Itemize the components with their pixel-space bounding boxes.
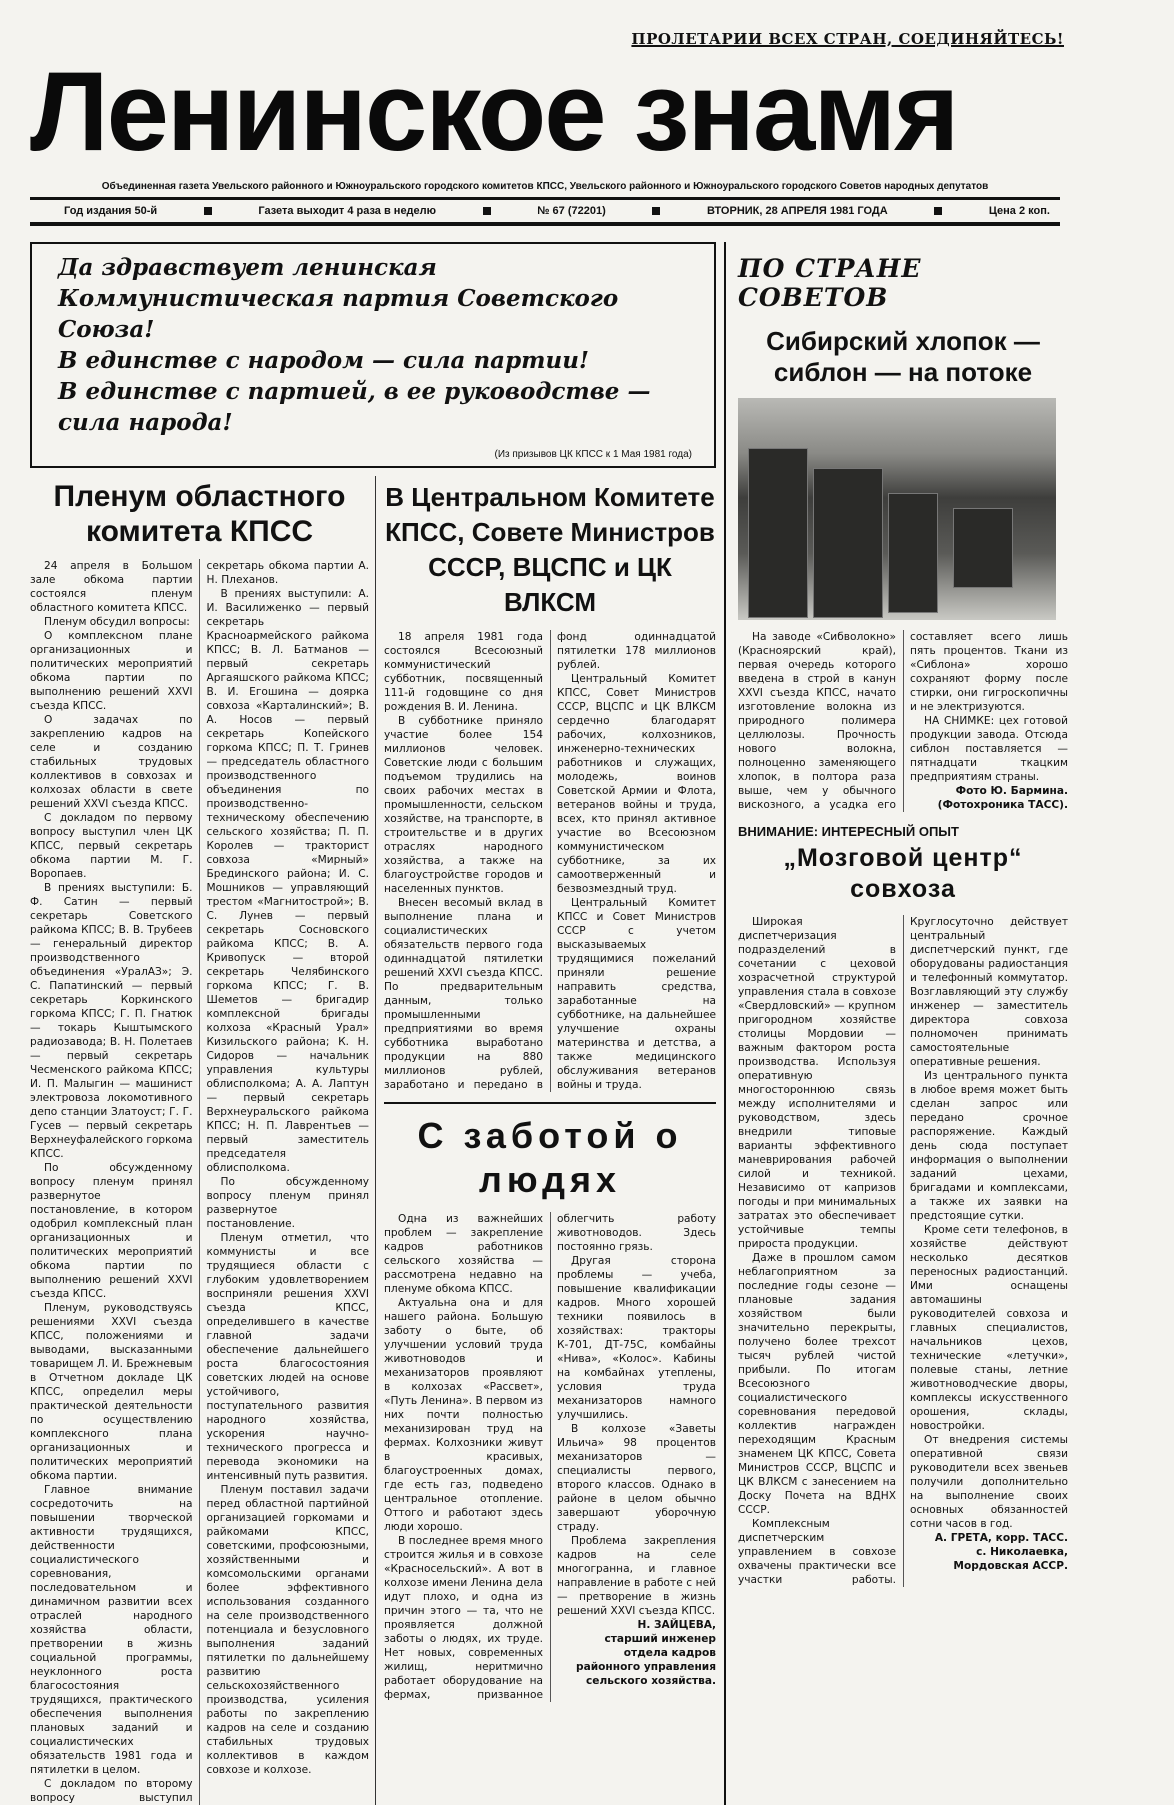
paragraph: Актуальна она и для нашего района. Большую заботу о быте, об улучшении условий труда животноводов и механизаторов проявляют в колхозах «Рассвет», «Путь Ленина». В первом из них почти полностью механизирован труд на фермах. Колхозники живут в красивых, благоустроенных домах, где есть газ, подведено центральное отопление. Оттого и работают здесь люди хорошо. [384,1297,543,1533]
paragraph: На заводе «Сибволокно» (Красноярский край), первая очередь которого введена в строй в канун XXVI съезда КПСС, начато изготовление волокна из природного полимера целлюлозы. Прочность нового волокна, полноценно заменяющего хлопок, в полтора раза выше, чем у обычного вискозного, а усадка его составляет всего лишь пять процентов. Ткани из «Сиблона» хорошо сохраняют форму после стирки, они гигроскопичны и не электризуются. [738,631,1068,811]
paragraph: Другая сторона проблемы — учеба, повышение квалификации кадров. Много хорошей техники появилось в хозяйствах: тракторы К-701, ДТ-75С, комбайны «Нива», «Колос». Кабины на комбайнах утеплены, условия труда механизаторов намного улучшились. [557,1255,716,1421]
square-icon [483,207,491,215]
paragraph: Кроме сети телефонов, в хозяйстве действуют несколько десятков переносных радиостанций. Ими оснащены автомашины руководителей совхоза и главных специалистов, начальников цехов, технические «летучки», полевые станы, летние животноводческие дворы, комплексы искусственного орошения, склады, новостройки. [910,1224,1068,1432]
paragraph: В последнее время много строится жилья и в совхозе «Красносельский». А вот в колхозе имени Ленина дела идут плохо, и одна из причин этого — та, что не проявляется должной заботы о людях, их труде. Нет новых, современных жилищ, неритмично работает оборудование на фермах, призванное облегчить работу животноводов. Здесь постоянно грязь. [384,1213,716,1701]
lower-section [30,476,716,1805]
paragraph: 24 апреля в Большом зале обкома партии состоялся пленум областного комитета КПСС. [30,560,193,614]
right-column [724,242,1068,1805]
issue-info-bar [30,200,1060,222]
paragraph: С докладом по первому вопросу выступил член ЦК КПСС, первый секретарь обкома партии М. Г. Воропаев. [30,812,193,880]
square-icon [934,207,942,215]
masthead-motto: ПРОЛЕТАРИИ ВСЕХ СТРАН, СОЕДИНЯЙТЕСЬ! [631,30,1064,48]
newspaper-title: Ленинское знамя [30,49,958,174]
paragraph: Центральный Комитет КПСС и Совет Министров СССР с учетом высказываемых трудящимися пожеланий приняли решение направить средства, заработанные на субботнике, на дальнейшее улучшение охраны материнства и детства, а также медицинского обслуживания ветеранов войны и труда. [557,897,716,1091]
page-body [30,242,1144,1805]
central-committee-title: В Центральном Комитете КПСС, Совете Министров СССР, ВЦСПС и ЦК ВЛКСМ [385,482,715,617]
divider [384,1102,716,1104]
siblon-title: Сибирский хлопок — сиблон — на потоке [766,326,1040,387]
slogan-line: В единстве с народом — сила партии! [58,347,590,374]
left-section [30,242,716,1805]
paragraph: Пленум обсудил вопросы: [44,616,190,628]
paragraph: Проблема закрепления кадров на селе многогранна, и главное направление в работе с ней — претворение в жизнь решений XXVI съезда КПСС. [557,1535,716,1617]
paragraph: Внесен весомый вклад в выполнение плана и социалистических обязательств первого года одиннадцатой пятилетки решений XXVI съезда КПСС. По предварительным данным, только промышленными предприятиями во время субботника выработано продукции на 880 миллионов рублей, заработано и передано в фонд одиннадцатой пятилетки 178 миллионов рублей. [384,631,716,1091]
paragraph: Пленум отметил, что коммунисты и все трудящиеся области с глубоким удовлетворением восприняли решения XXVI съезда КПСС, определившего в качестве главной задачи обеспечение дальнейшего роста благосостояния советских людей на основе устойчивого, поступательного развития народного хозяйства, ускорения научно-технического прогресса и перевода экономики на интенсивный путь развития. [206,1232,369,1482]
section-rubric: ВНИМАНИЕ: ИНТЕРЕСНЫЙ ОПЫТ [738,824,959,839]
slogan-source: (Из призывов ЦК КПСС к 1 Мая 1981 года) [494,449,692,460]
paragraph: О задачах по закреплению кадров на селе и созданию стабильных трудовых коллективов в совхозах и колхозах области в свете решений XXVI съезда КПСС. [30,714,193,810]
care-title: С заботой о людях [417,1115,683,1200]
paragraph: В прениях выступили: А. И. Василиженко — первый секретарь Красноармейского райкома КПСС; В. Л. Батманов — первый секретарь Аргаяшского райкома КПСС; В. И. Егошина — доярка совхоза «Карталинский»; В. А. Носов — первый секретарь Копейского горкома КПСС; П. Т. Гринев — председатель областного производственного объединения по производственно-техническому обеспечению сельского хозяйства; П. П. Королев — тракторист совхоза «Мирный» Брединского района; И. С. Мошников — управляющий трестом «Магнитострой»; В. С. Лунев — первый секретарь Сосновского райкома КПСС; В. А. Кривопуск — второй секретарь Челябинского горкома КПСС; Г. В. Шеметов — бригадир комплексной бригады колхоза «Красный Урал» Кизильского района; К. Н. Сидоров — начальник управления культуры облисполкома; А. А. Лаптун — первый секретарь Верхнеуральского райкома КПСС; Н. П. Лаврентьев — первый заместитель председателя облисполкома. [206,588,369,1174]
brain-center-title: „Мозговой центр“ совхоза [783,844,1023,903]
paragraph: Главное внимание сосредоточить на повышении творческой активности трудящихся, действенности социалистического соревнования, последовательном и динамичном развитии всех отраслей народного хозяйства области, претворении в жизнь социальной программы, неуклонного роста благосостояния трудящихся, практического обеспечения выполнения плановых заданий и социалистических обязательств 1981 года и пятилетки в целом. [30,1484,193,1776]
paragraph: НА СНИМКЕ: цех готовой продукции завода. Отсюда сиблон поставляется — пятнадцати ткацким предприятиям страны. [910,715,1068,783]
middle-column [375,476,716,1805]
section-rubric: ПО СТРАНЕ СОВЕТОВ [738,254,922,312]
paragraph: Пленум, руководствуясь решениями XXVI съезда КПСС, положениями и выводами, высказанными товарищем Л. И. Брежневым в Отчетном докладе ЦК КПСС, определил меры практической деятельности по осуществлению комплексного плана организационных и политических мероприятий обкома партии. [30,1302,193,1482]
price: Цена 2 коп. [988,205,1050,217]
brain-center-body [738,915,1068,1587]
photo-credit: Фото Ю. Бармина. (Фотохроника ТАСС). [937,785,1068,811]
masthead [0,0,1174,226]
care-article-body [384,1212,716,1702]
paragraph: Пленум поставил задачи перед областной партийной организацией горкомами и райкомами КПСС, советскими, профсоюзными, хозяйственными и комсомольскими органами более эффективного использования созданного на селе производственного потенциала и безусловного выполнения заданий пятилетки по дальнейшему развитию сельскохозяйственного производства, усиления работы по закреплению кадров на селе и созданию стабильных трудовых коллективов в каждом совхозе и колхозе. [206,1484,369,1776]
issue-date: ВТОРНИК, 28 АПРЕЛЯ 1981 ГОДА [706,205,888,217]
signature: с. Николаевка, Мордовская АССР. [953,1546,1068,1572]
masthead-subtitle: Объединенная газета Увельского районного и Южноуральского городского комитетов КПСС, Увельского районного и Южноуральского городского Советов народных депутатов [101,181,989,192]
paragraph: В колхозе «Заветы Ильича» 98 процентов механизаторов — специалисты первого, второго классов. Однако в районе в целом обычно завершают уборочную страду. [557,1423,716,1533]
plenum-article [30,476,375,1805]
paragraph: Одна из важнейших проблем — закрепление кадров работников сельского хозяйства — рассмотрена недавно на пленуме обкома КПСС. [384,1213,543,1295]
paragraph: В субботнике приняло участие более 154 миллионов человек. Советские люди с большим подъемом трудились на своих рабочих местах в промышленности, сельском хозяйстве, на транспорте, в строительстве и в других отраслях народного хозяйства, а также на благоустройстве городов и населенных пунктов. [384,715,543,895]
paragraph: От внедрения системы оперативной связи руководители всех звеньев получили дополнительно на выполнение своих основных обязанностей сотни часов в год. [910,1434,1068,1530]
frequency: Газета выходит 4 раза в неделю [258,205,437,217]
square-icon [204,207,212,215]
year-of-publication: Год издания 50-й [64,205,158,217]
slogan-box [30,242,716,468]
rule [30,222,1060,226]
factory-warehouse-photo [738,398,1056,620]
slogan-line: В единстве с партией, в ее руководстве — сила народа! [58,378,651,436]
paragraph: Широкая диспетчеризация подразделений в сочетании с цеховой хозрасчетной структурой управления стала в совхозе «Свердловский» — крупном пригородном хозяйстве столицы Мордовии — важным фактором роста производства. Используя оперативную многостороннюю связь между исполнителями и руководством, здесь внедрили типовые варианты эффективного маневрирования рабочей силой и техникой. Независимо от капризов погоды и при минимальных затратах это обеспечивает устойчивые темпы прироста продукции. [738,916,896,1250]
signature: старший инженер отдела кадров районного управления сельского хозяйства. [576,1633,716,1687]
signature: А. ГРЕТА, корр. ТАСС. [934,1532,1068,1544]
central-committee-body [384,630,716,1092]
paragraph: Комплексным диспетчерским управлением в совхозе охвачены практически все участки работы. Круглосуточно действует центральный диспетчерский пункт, где оборудованы радиостанция и телефонный коммутатор. Возглавляющий эту службу инженер — заместитель директора совхоза полномочен принимать самостоятельные оперативные решения. [738,916,1068,1586]
paragraph: В прениях выступили: Б. Ф. Сатин — первый секретарь Советского райкома КПСС; В. В. Трубеев — генеральный директор производственного объединения «УралАЗ»; Э. С. Папатинский — первый секретарь Коркинского горкома КПСС; Г. П. Гнатюк — токарь Кыштымского радиозавода; В. Н. Полетаев — первый секретарь Чесменского райкома КПСС; И. П. Малыгин — машинист электровоза локомотивного депо станции Златоуст; Г. Г. Гусев — первый секретарь Верхнеуфалейского горкома КПСС. [30,882,193,1160]
plenum-title: Пленум областного комитета КПСС [53,480,346,548]
paragraph: Центральный Комитет КПСС, Совет Министров СССР, ВЦСПС и ЦК ВЛКСМ сердечно благодарят рабочих, колхозников, инженерно-технических работников и служащих, молодежь, воинов Советской Армии и Флота, ветеранов войны и труда, всех, кто принял активное участие во Всесоюзном коммунистическом субботнике, за их самоотверженный и безвозмездный труд. [557,673,716,895]
paragraph: По обсужденному вопросу пленум принял развернутое постановление, в котором одобрил комплексный план организационных и политических мероприятий обкома партии по выполнению решений XXVI съезда КПСС. [30,1162,193,1300]
issue-number: № 67 (72201) [537,205,606,217]
paragraph: Из центрального пункта в любое время может быть сделан запрос или передано срочное распоряжение. Каждый день сюда поступает информация о выполнении заданий цехами, бригадами и комплексами, а также их заявки на предстоящие сутки. [910,1070,1068,1222]
paragraph: С докладом по второму вопросу выступил секретарь обкома партии А. Н. Плеханов. [30,560,369,1804]
square-icon [652,207,660,215]
slogan-line: Да здравствует ленинская Коммунистическая партия Советского Союза! [58,254,619,343]
paragraph: 18 апреля 1981 года состоялся Всесоюзный коммунистический субботник, посвященный 111-й годовщине со дня рождения В. И. Ленина. [384,631,543,713]
paragraph: Даже в прошлом самом неблагоприятном за последние годы сезоне — плановые задания хозяйством были значительно перекрыты, получено более трехсот тысяч рублей чистой прибыли. По итогам Всесоюзного социалистического соревнования передовой коллектив награжден переходящим Красным знаменем ЦК КПСС, Совета Министров СССР, ВЦСПС и ЦК ВЛКСМ с занесением на Доску Почета на ВДНХ СССР. [738,1252,896,1516]
paragraph: По обсужденному вопросу пленум принял развернутое постановление. [206,1176,369,1230]
plenum-article-body [30,559,369,1805]
siblon-body [738,630,1068,812]
paragraph: О комплексном плане организационных и политических мероприятий обкома партии по выполнению решений XXVI съезда КПСС. [30,630,193,712]
signature: Н. ЗАЙЦЕВА, [637,1619,716,1631]
